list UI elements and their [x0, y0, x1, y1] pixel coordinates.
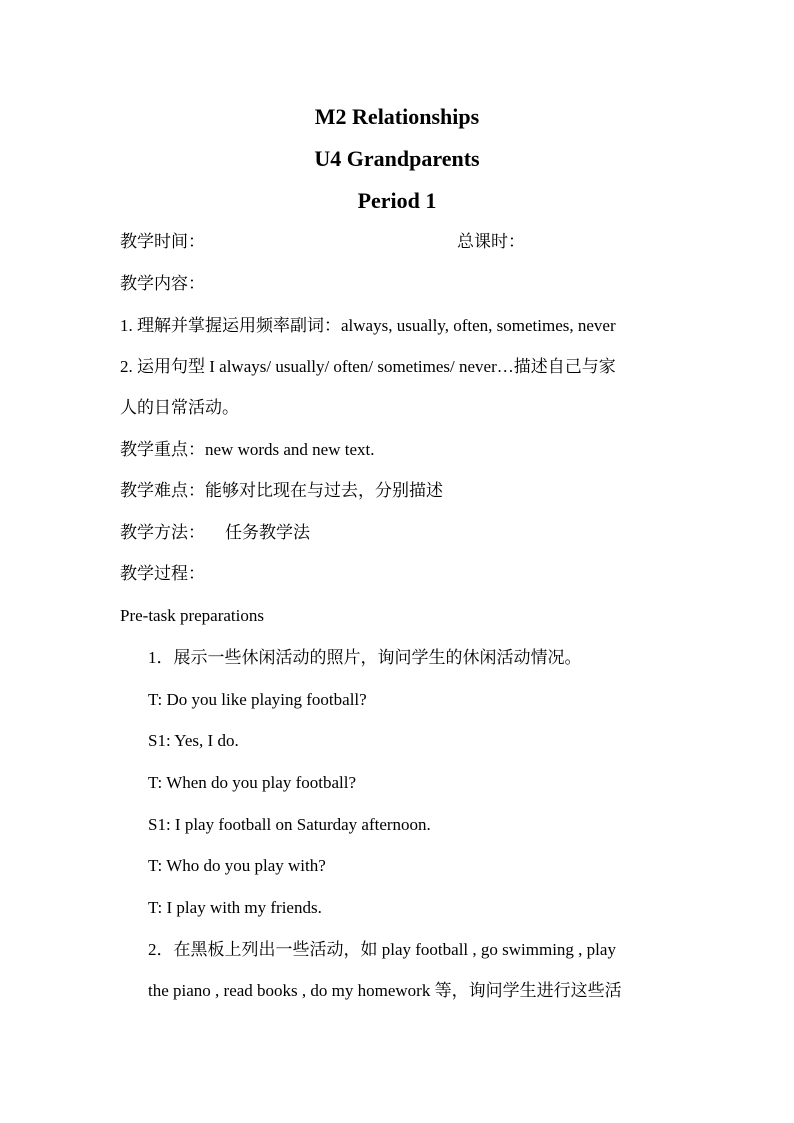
content-label: 教学内容：	[120, 274, 205, 293]
method-label: 教学方法：	[120, 523, 205, 542]
method-value: 任务教学法	[225, 523, 310, 542]
difficulties: 教学难点：能够对比现在与过去，分别描述	[120, 481, 443, 500]
period-title: Period 1	[357, 188, 437, 213]
process-label: 教学过程：	[120, 564, 205, 583]
meta-row	[120, 230, 680, 254]
unit-title: U4 Grandparents	[314, 146, 480, 171]
dialogue-line: T: Do you like playing football?	[148, 690, 367, 709]
dialogue-line: T: I play with my friends.	[148, 898, 322, 917]
objective-2: 2. 运用句型 I always/ usually/ often/ sometimes/ never…描述自己与家	[120, 357, 616, 376]
dialogue-line: T: Who do you play with?	[148, 856, 326, 875]
pretask-heading: Pre-task preparations	[120, 606, 264, 625]
key-points: 教学重点：new words and new text.	[120, 440, 375, 459]
objective-2-continued: 人的日常活动。	[120, 398, 239, 417]
step-2-continued: the piano , read books , do my homework 等，询问学生进行这些活	[148, 981, 622, 1000]
dialogue-line: S1: Yes, I do.	[148, 731, 239, 750]
teaching-time-label: 教学时间：	[120, 232, 205, 251]
module-title: M2 Relationships	[314, 104, 480, 129]
total-periods-label: 总课时：	[457, 232, 525, 251]
dialogue-line: S1: I play football on Saturday afternoon.	[148, 815, 431, 834]
step-2: 2．在黑板上列出一些活动，如 play football , go swimming , play	[148, 940, 616, 959]
step-1: 1．展示一些休闲活动的照片，询问学生的休闲活动情况。	[148, 648, 582, 667]
dialogue-line: T: When do you play football?	[148, 773, 356, 792]
teaching-method	[120, 521, 690, 545]
objective-1: 1. 理解并掌握运用频率副词：always, usually, often, sometimes, never	[120, 316, 616, 335]
